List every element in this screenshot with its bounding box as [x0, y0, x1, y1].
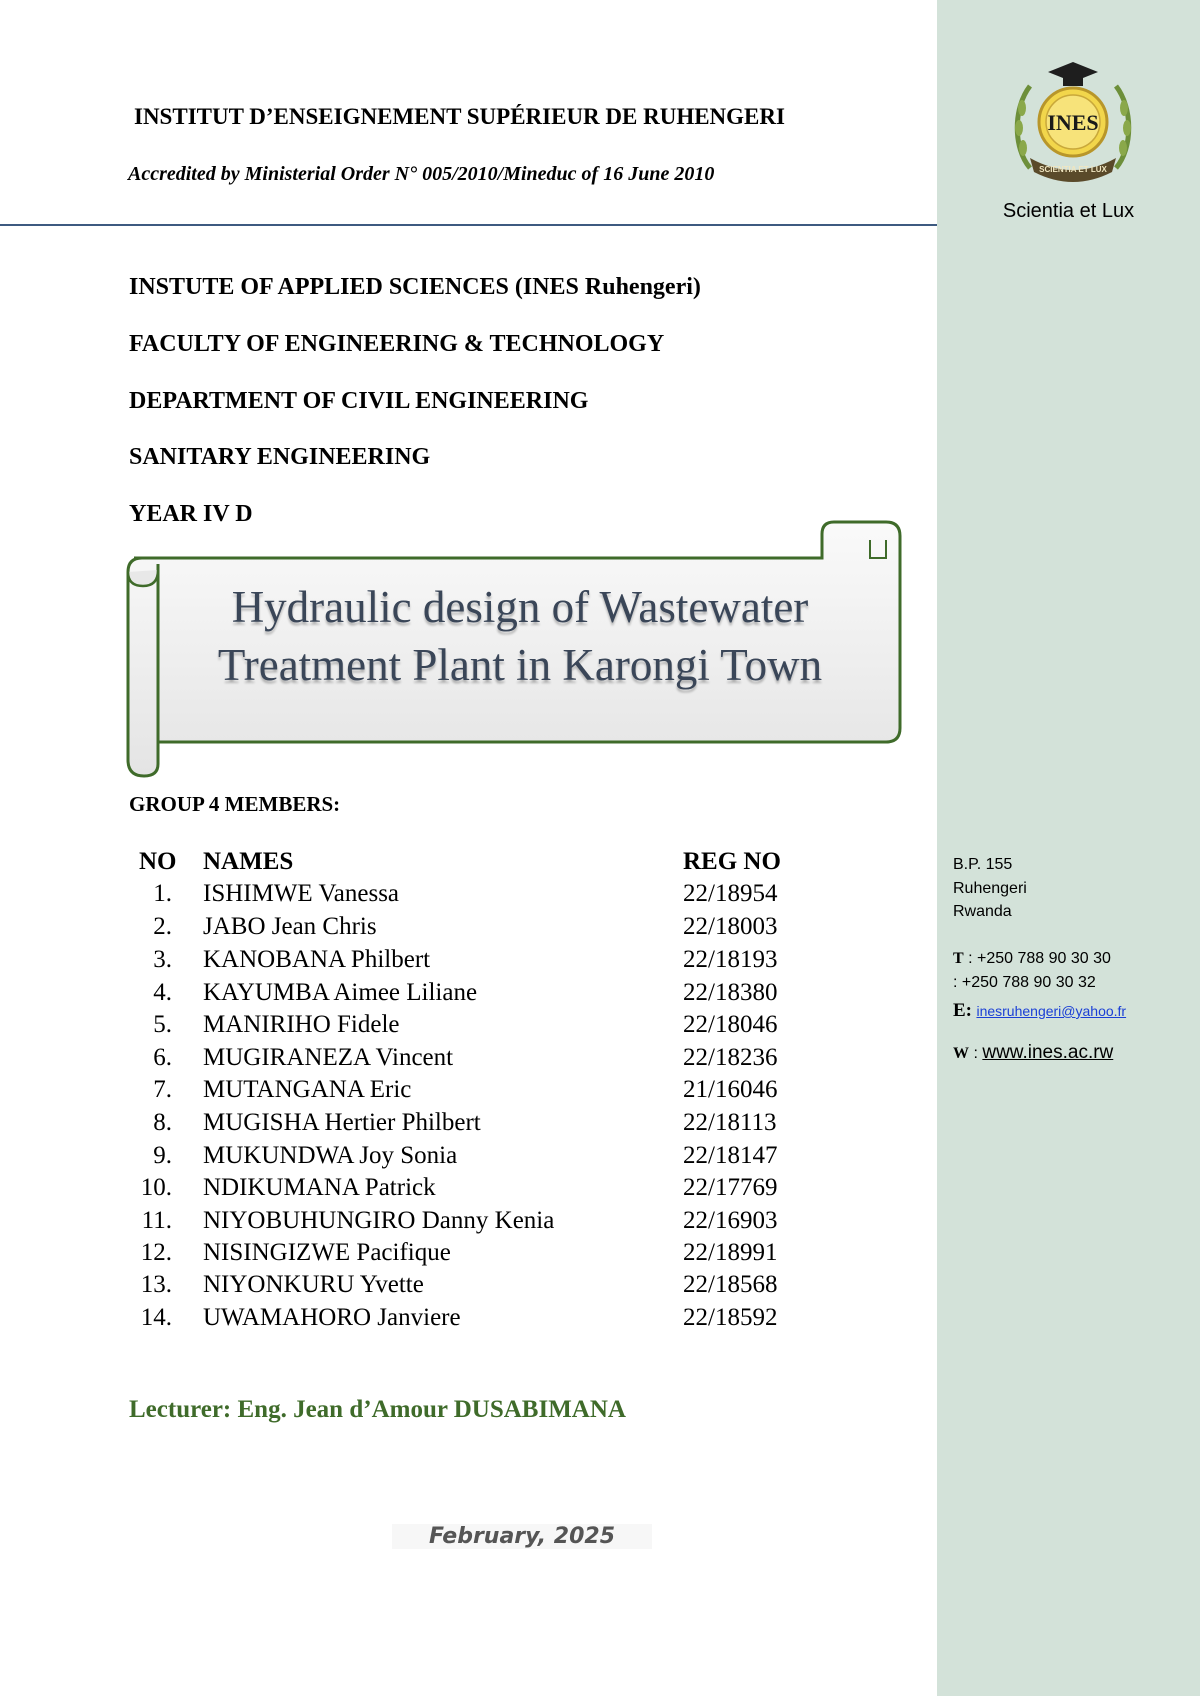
contact-country: Rwanda — [953, 903, 1012, 920]
table-row: 10. NDIKUMANA Patrick 22/17769 — [140, 1174, 778, 1201]
title-line-1: Hydraulic design of Wastewater — [231, 582, 809, 632]
institution-header: INSTITUT D’ENSEIGNEMENT SUPÉRIEUR DE RUHENGERI — [134, 104, 785, 129]
header-reg-no: REG NO — [683, 848, 781, 875]
accreditation-line: Accredited by Ministerial Order N° 005/2010/Mineduc of 16 June 2010 — [128, 163, 715, 185]
title-line-2: Treatment Plant in Karongi Town — [217, 640, 823, 690]
contact-phone-2: : +250 788 90 30 32 — [953, 974, 1096, 991]
contact-website: W : www.ines.ac.rw — [953, 1042, 1114, 1063]
contact-email: E: inesruhengeri@yahoo.fr — [953, 1000, 1127, 1021]
motto: Scientia et Lux — [1002, 200, 1135, 222]
table-row: 6. MUGIRANEZA Vincent 22/18236 — [153, 1044, 778, 1071]
contact-phone-1: T : +250 788 90 30 30 — [953, 950, 1111, 967]
table-row: 13. NIYONKURU Yvette 22/18568 — [140, 1271, 778, 1298]
email-link[interactable]: inesruhengeri@yahoo.fr — [976, 1003, 1127, 1019]
table-row: 3. KANOBANA Philbert 22/18193 — [153, 946, 778, 973]
table-row: 11. NIYOBUHUNGIRO Danny Kenia 22/16903 — [141, 1207, 778, 1234]
table-row: 4. KAYUMBA Aimee Liliane 22/18380 — [153, 979, 778, 1006]
table-row: 5. MANIRIHO Fidele 22/18046 — [153, 1011, 778, 1038]
contact-po-box: B.P. 155 — [953, 856, 1013, 873]
logo-text: INES — [1047, 110, 1099, 135]
header-divider — [0, 224, 937, 226]
ines-logo — [1008, 58, 1138, 186]
submission-date: February, 2025 — [392, 1524, 652, 1549]
department-name: DEPARTMENT OF CIVIL ENGINEERING — [129, 388, 589, 414]
lecturer-line: Lecturer: Eng. Jean d’Amour DUSABIMANA — [129, 1396, 626, 1423]
header-names: NAMES — [203, 848, 294, 875]
faculty-name: FACULTY OF ENGINEERING & TECHNOLOGY — [129, 331, 665, 357]
year-class: YEAR IV D — [129, 501, 253, 527]
institute-name: INSTUTE OF APPLIED SCIENCES (INES Ruhengeri) — [129, 274, 701, 300]
header-no: NO — [139, 848, 177, 875]
course-name: SANITARY ENGINEERING — [129, 444, 431, 470]
right-sidebar-panel — [937, 0, 1200, 1696]
table-row: 12. NISINGIZWE Pacifique 22/18991 — [140, 1239, 778, 1266]
table-row: 7. MUTANGANA Eric 21/16046 — [153, 1076, 778, 1103]
table-row: 8. MUGISHA Hertier Philbert 22/18113 — [153, 1109, 777, 1136]
document-title — [160, 578, 880, 694]
table-row: 14. UWAMAHORO Janviere 22/18592 — [140, 1304, 778, 1331]
table-row: 2. JABO Jean Chris 22/18003 — [153, 913, 778, 940]
table-row: 9. MUKUNDWA Joy Sonia 22/18147 — [153, 1142, 778, 1169]
contact-city: Ruhengeri — [953, 880, 1027, 897]
website-link[interactable]: www.ines.ac.rw — [982, 1042, 1114, 1063]
table-row: 1. ISHIMWE Vanessa 22/18954 — [153, 880, 778, 907]
group-label: GROUP 4 MEMBERS: — [129, 792, 341, 816]
logo-ribbon-text: SCIENTIA ET LUX — [1039, 165, 1107, 174]
